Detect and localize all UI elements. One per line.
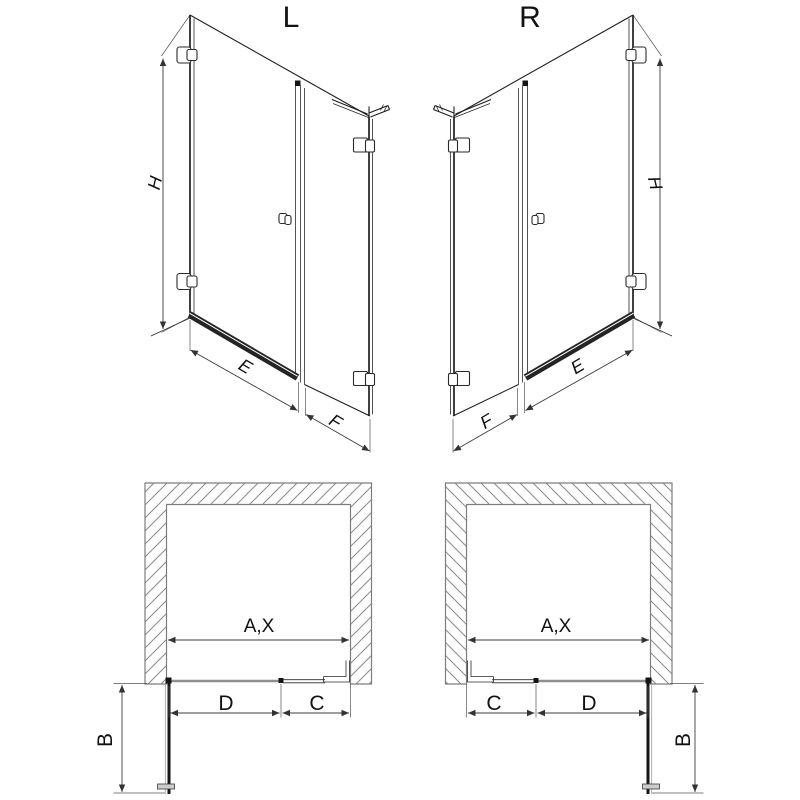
door-label-right: D (581, 692, 597, 715)
side-panel-label-right: F (476, 410, 497, 433)
height-label-right: H (643, 174, 667, 192)
front-view-left (151, 15, 390, 453)
opening-label-right: A,X (540, 616, 572, 637)
height-label-left: H (143, 174, 167, 192)
door-label-left: D (218, 692, 234, 715)
door-width-label-right: E (567, 354, 588, 379)
swing-label-left: B (94, 732, 117, 748)
fixed-label-right: C (486, 692, 502, 715)
opening-label-left: A,X (243, 616, 275, 637)
fixed-label-left: C (309, 692, 325, 715)
variant-label-left: L (282, 1, 300, 34)
variant-label-right: R (519, 1, 541, 34)
front-view-right (434, 15, 673, 453)
plan-view-right (446, 483, 704, 794)
plan-view-left (114, 483, 372, 794)
door-width-label-left: E (235, 354, 256, 379)
side-panel-label-left: F (325, 410, 346, 433)
swing-label-right: B (672, 732, 695, 748)
